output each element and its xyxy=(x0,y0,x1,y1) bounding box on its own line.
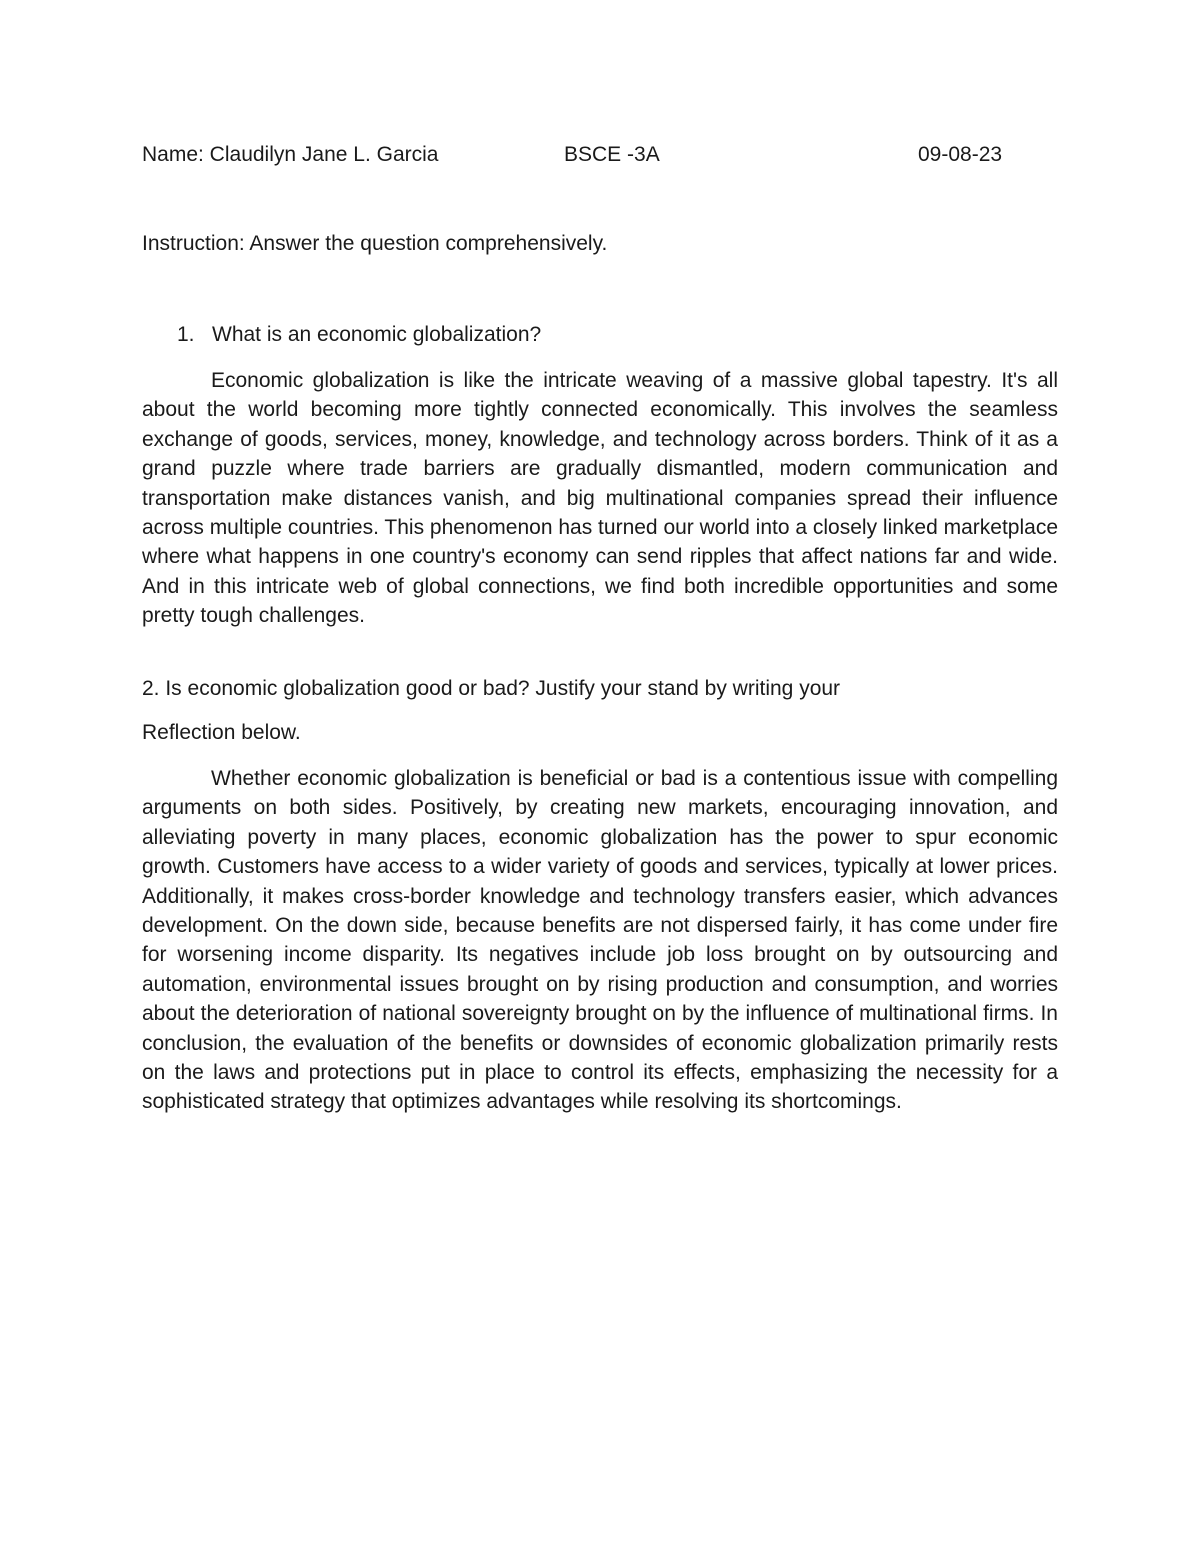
student-section: BSCE -3A xyxy=(564,143,660,166)
answer-2-paragraph: Whether economic globalization is beneficial or bad is a contentious issue with compelling arguments on both sides. Positively, by creating new markets, encouraging innovation, and alleviating poverty in many places, economic globalization has the power to spur economic growth. Customers have access to a wider variety of goods and services, typically at lower prices. Additionally, it makes cross-border knowledge and technology transfers easier, which advances development. On the down side, because benefits are not dispersed fairly, it has come under fire for worsening income disparity. Its negatives include job loss brought on by outsourcing and automation, environmental issues brought on by rising production and consumption, and worries about the deterioration of national sovereignty brought on by the influence of multinational firms. In conclusion, the evaluation of the benefits or downsides of economic globalization primarily rests on the laws and protections put in place to control its effects, emphasizing the necessity for a sophisticated strategy that optimizes advantages while resolving its shortcomings. xyxy=(142,767,1058,1114)
answer-1-paragraph: Economic globalization is like the intricate weaving of a massive global tapestry. It's all about the world becoming more tightly connected economically. This involves the seamless exchange of goods, services, money, knowledge, and technology across borders. Think of it as a grand puzzle where trade barriers are gradually dismantled, modern communication and transportation make distances vanish, and big multinational companies spread their influence across multiple countries. This phenomenon has turned our world into a closely linked marketplace where what happens in one country's economy can send ripples that affect nations far and wide. And in this intricate web of global connections, we find both incredible opportunities and some pretty tough challenges. xyxy=(142,369,1058,628)
question-1 xyxy=(177,323,541,347)
question-1-number: 1. xyxy=(177,323,195,346)
question-1-text: What is an economic globalization? xyxy=(212,323,542,346)
student-name: Name: Claudilyn Jane L. Garcia xyxy=(142,143,439,166)
question-2-line-2: Reflection below. xyxy=(142,721,301,744)
document-header xyxy=(142,143,1062,173)
document-date: 09-08-23 xyxy=(918,143,1003,166)
instruction-text: Instruction: Answer the question comprehensively. xyxy=(142,232,608,255)
question-2-line-1: 2. Is economic globalization good or bad? Justify your stand by writing your xyxy=(142,677,841,700)
